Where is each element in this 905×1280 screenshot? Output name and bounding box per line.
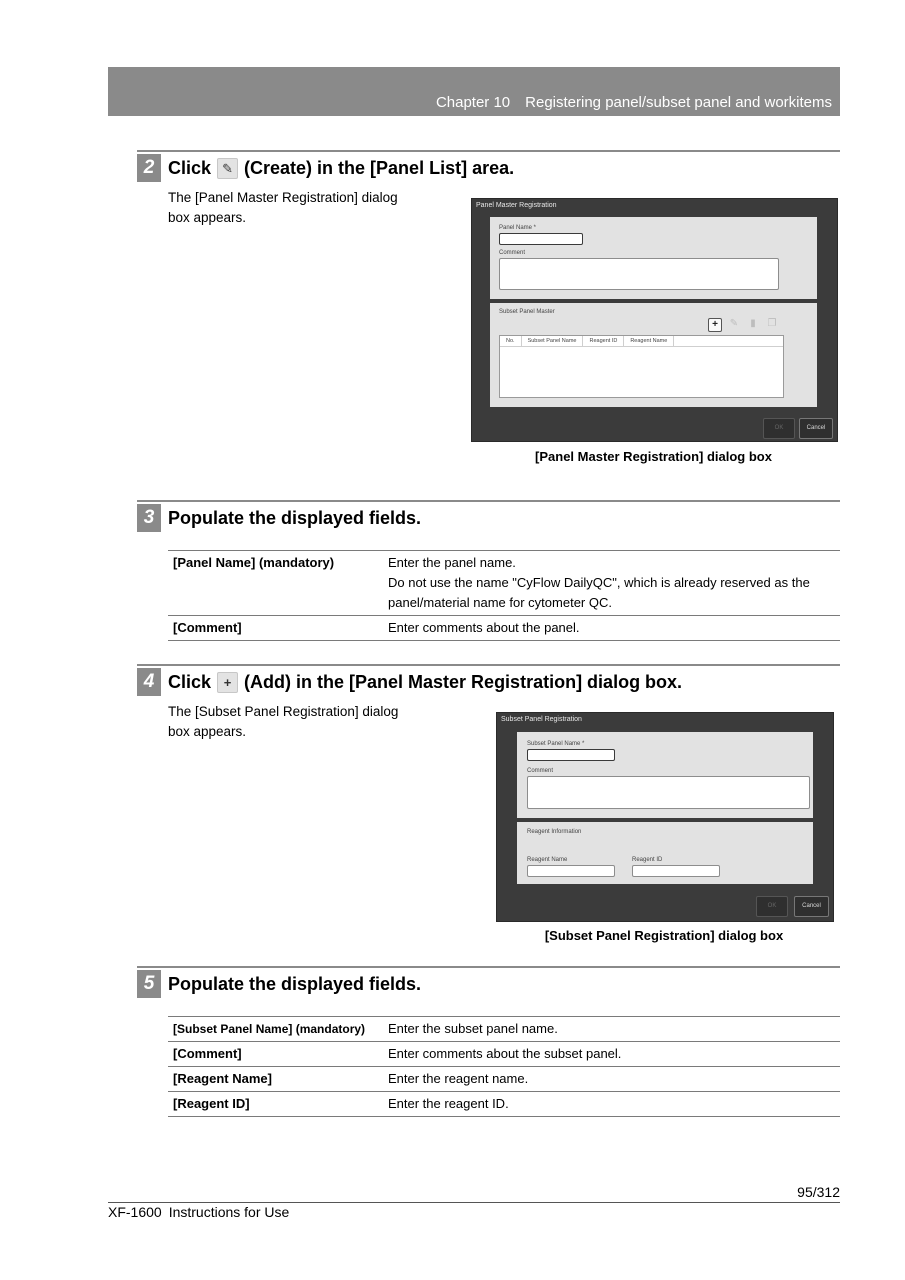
table-row	[168, 551, 840, 616]
reagent-name-input[interactable]	[527, 865, 615, 877]
step-3-heading	[137, 500, 840, 534]
field-description: Enter the subset panel name.	[383, 1017, 840, 1042]
step-3-field-table	[168, 550, 840, 641]
reagent-id-input[interactable]	[632, 865, 720, 877]
step-number: 3	[137, 504, 161, 532]
step-4-caption: [Subset Panel Registration] dialog box	[544, 928, 784, 943]
reagent-id-label: Reagent ID	[632, 857, 663, 863]
field-name: [Panel Name] (mandatory)	[168, 551, 383, 616]
footer-divider	[108, 1202, 840, 1203]
table-row	[168, 1017, 840, 1042]
table-header	[500, 336, 783, 347]
subset-panel-table	[499, 335, 784, 398]
step-2-caption: [Panel Master Registration] dialog box	[535, 449, 772, 464]
dialog-title: Panel Master Registration	[476, 202, 557, 209]
field-description	[383, 616, 840, 641]
document-title: XF-1600 Instructions for Use	[108, 1204, 290, 1220]
delete-icon[interactable]: ▮	[750, 318, 756, 329]
reagent-information-label: Reagent Information	[527, 829, 582, 835]
panel-name-label: Panel Name *	[499, 225, 537, 231]
reagent-information-section	[517, 822, 813, 884]
step-title-text: Populate the displayed fields.	[168, 974, 422, 994]
step-title-prefix: Click	[168, 158, 212, 178]
field-name: [Subset Panel Name] (mandatory)	[168, 1017, 383, 1042]
cancel-button[interactable]: Cancel	[799, 418, 833, 439]
panel-info-section	[490, 217, 817, 299]
step-number: 5	[137, 970, 161, 998]
step-title-suffix: (Add) in the [Panel Master Registration] dialog box.	[244, 672, 683, 692]
copy-icon[interactable]: ❐	[767, 318, 777, 329]
step-title-text: Populate the displayed fields.	[168, 508, 422, 528]
field-description-line: Enter comments about the panel.	[388, 620, 580, 635]
step-5-heading	[137, 966, 840, 1000]
edit-icon[interactable]: ✎	[729, 318, 739, 329]
column-reagent-id: Reagent ID	[583, 336, 624, 346]
step-number: 2	[137, 154, 161, 182]
column-reagent-name: Reagent Name	[624, 336, 674, 346]
column-subset-panel-name: Subset Panel Name	[522, 336, 584, 346]
create-icon: ✎	[217, 158, 238, 179]
subset-panel-registration-dialog	[496, 712, 834, 922]
add-icon[interactable]: +	[708, 318, 722, 332]
table-row	[168, 1092, 840, 1117]
step-2-heading	[137, 150, 840, 184]
page-number: 95/312	[797, 1184, 840, 1200]
comment-input[interactable]	[499, 258, 779, 290]
step-title	[168, 158, 514, 179]
chapter-header	[108, 67, 840, 116]
subset-panel-master-section	[490, 303, 817, 407]
chapter-title: Chapter 10 Registering panel/subset panel and workitems	[435, 94, 832, 111]
comment-label: Comment	[499, 250, 526, 256]
panel-name-input[interactable]	[499, 233, 583, 245]
step-number: 4	[137, 668, 161, 696]
step-5-field-table	[168, 1016, 840, 1117]
comment-label: Comment	[527, 768, 554, 774]
ok-button[interactable]: OK	[763, 418, 795, 439]
field-name: [Comment]	[168, 616, 383, 641]
step-title-prefix: Click	[168, 672, 212, 692]
field-description-line: Enter the panel name.	[388, 555, 516, 570]
step-title-suffix: (Create) in the [Panel List] area.	[244, 158, 515, 178]
field-name: [Comment]	[168, 1042, 383, 1067]
field-name: [Reagent Name]	[168, 1067, 383, 1092]
reagent-name-label: Reagent Name	[527, 857, 568, 863]
dialog-title: Subset Panel Registration	[501, 716, 582, 723]
field-name: [Reagent ID]	[168, 1092, 383, 1117]
field-description	[383, 551, 840, 616]
table-row	[168, 1042, 840, 1067]
step-title	[168, 672, 682, 693]
panel-master-registration-dialog	[471, 198, 838, 442]
step-title	[168, 974, 421, 995]
subset-panel-name-label: Subset Panel Name *	[527, 741, 585, 747]
subset-panel-name-input[interactable]	[527, 749, 615, 761]
step-title	[168, 508, 421, 529]
table-row	[168, 1067, 840, 1092]
ok-button[interactable]: OK	[756, 896, 788, 917]
field-description: Enter comments about the subset panel.	[383, 1042, 840, 1067]
step-2-body: The [Panel Master Registration] dialog box appears.	[168, 190, 398, 225]
step-4-heading	[137, 664, 840, 698]
column-no: No.	[500, 336, 522, 346]
subset-info-section	[517, 732, 813, 818]
field-description-line: Do not use the name "CyFlow DailyQC", which is already reserved as the panel/material name for cytometer QC.	[388, 575, 810, 610]
step-4-body: The [Subset Panel Registration] dialog box appears.	[168, 704, 399, 739]
comment-input[interactable]	[527, 776, 810, 809]
field-description: Enter the reagent ID.	[383, 1092, 840, 1117]
subset-panel-master-label: Subset Panel Master	[499, 309, 555, 315]
add-icon: +	[217, 672, 238, 693]
field-description: Enter the reagent name.	[383, 1067, 840, 1092]
cancel-button[interactable]: Cancel	[794, 896, 829, 917]
table-row	[168, 616, 840, 641]
